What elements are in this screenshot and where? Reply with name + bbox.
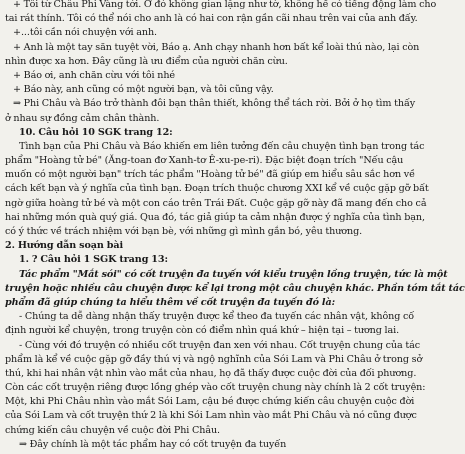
- text-line: ngờ giữa hoàng tử bé và một con cáo trên Trái Đất. Cuộc gặp gỡ này đã mang đến cho cả: [5, 197, 427, 209]
- text-line: Tình bạn của Phi Châu và Báo khiến em liên tưởng đến câu chuyện tình bạn trong tác: [19, 140, 425, 152]
- text-line: của Sói Lam và cốt truyện thứ 2 là khi Sói Lam nhìn vào mắt Phi Châu và nó cũng được: [5, 410, 417, 422]
- text-line: +...tôi cần nói chuyện với anh.: [13, 27, 158, 39]
- text-line: thú, khi hai nhân vật nhìn vào mắt của nhau, họ đã thấy được cuộc đời của đối phương.: [5, 367, 417, 379]
- text-line: + Tôi từ Châu Phi Vàng tới. Ở đó không gian lặng như tờ, không hề có tiếng động làm cho: [13, 0, 437, 10]
- text-line: + Anh là một tay săn tuyệt vời, Báo ạ. Anh chạy nhanh hơn bất kể loài thú nào, lại còn: [13, 41, 420, 53]
- text-line: phẩm "Hoàng tử bé" (Ăng-toan đơ Xanh-tơ Ê-xu-pe-ri). Đặc biệt đoạn trích "Nếu cậu: [5, 155, 404, 167]
- text-line: ⇒ Đây chính là một tác phẩm hay có cốt truyện đa tuyến: [19, 438, 287, 450]
- text-line: - Cùng với đó truyện có nhiều cốt truyện đan xen với nhau. Cốt truyện chung của tác: [19, 339, 421, 351]
- text-line: phẩm là kể về cuộc gặp gỡ đầy thú vị và ngộ nghĩnh của Sói Lam và Phi Châu ở trong sở: [5, 353, 423, 365]
- text-line: truyện hoặc nhiều câu chuyện được kể lại trong một câu chuyện khác. Phần tóm tắt tác: [5, 282, 465, 294]
- text-line: định người kể chuyện, trong truyện còn có điểm nhìn quá khứ – hiện tại – tương lai.: [5, 325, 400, 337]
- text-line: hai những món quà quý giá. Qua đó, tác giả giúp ta cảm nhận được ý nghĩa của tình bạn,: [5, 211, 425, 223]
- text-line: có ý thức về trách nhiệm với bạn bè, với những gì mình gắn bó, yêu thương.: [5, 226, 363, 237]
- text-line: + Báo ơi, anh chăn cừu với tôi nhé: [13, 69, 176, 81]
- text-line: ⇒ Phi Châu và Báo trở thành đôi bạn thân thiết, không thể tách rời. Bởi ở họ tìm thấy: [13, 98, 416, 110]
- text-line: 10. Câu hỏi 10 SGK trang 12:: [19, 126, 173, 138]
- text-line: muốn có một người bạn" trích tác phẩm "Hoàng tử bé" đã giúp em hiểu sâu sắc hơn về: [5, 169, 415, 181]
- text-line: ở nhau sự đồng cảm chân thành.: [5, 112, 160, 124]
- text-line: cách kết bạn và ý nghĩa của tình bạn. Đoạn trích thuộc chương XXI kể về cuộc gặp gỡ bất: [5, 183, 429, 195]
- text-line: Tác phẩm "Mắt sói" có cốt truyện đa tuyến với kiểu truyện lồng truyện, tức là một: [19, 268, 448, 280]
- text-line: phẩm đã giúp chúng ta hiểu thêm về cốt truyện đa tuyến đó là:: [5, 296, 336, 308]
- text-line: nhìn được xa hơn. Đây cũng là ưu điểm của người chăn cừu.: [5, 55, 288, 67]
- text-line: + Báo này, anh cũng có một người bạn, và tôi cũng vậy.: [13, 84, 274, 96]
- text-line: tai rát thính. Tôi có thể nói cho anh là có hai con rận gần cãi nhau trên vai của anh đấy.: [5, 13, 418, 25]
- text-line: - Chúng ta dễ dàng nhận thấy truyện được kể theo đa tuyến các nhân vật, không cố: [19, 311, 415, 323]
- text-line: Còn các cốt truyện riêng được lồng ghép vào cốt truyện chung này chính là 2 cốt truyện:: [5, 382, 426, 394]
- text-line: Một, khi Phi Châu nhìn vào mắt Sói Lam, cậu bé được chứng kiến câu chuyện cuộc đời: [5, 396, 415, 408]
- text-line: chứng kiến câu chuyện về cuộc đời Phi Châu.: [5, 424, 221, 436]
- text-line: 1. ? Câu hỏi 1 SGK trang 13:: [19, 254, 168, 266]
- text-line: 2. Hướng dẫn soạn bài: [5, 240, 124, 252]
